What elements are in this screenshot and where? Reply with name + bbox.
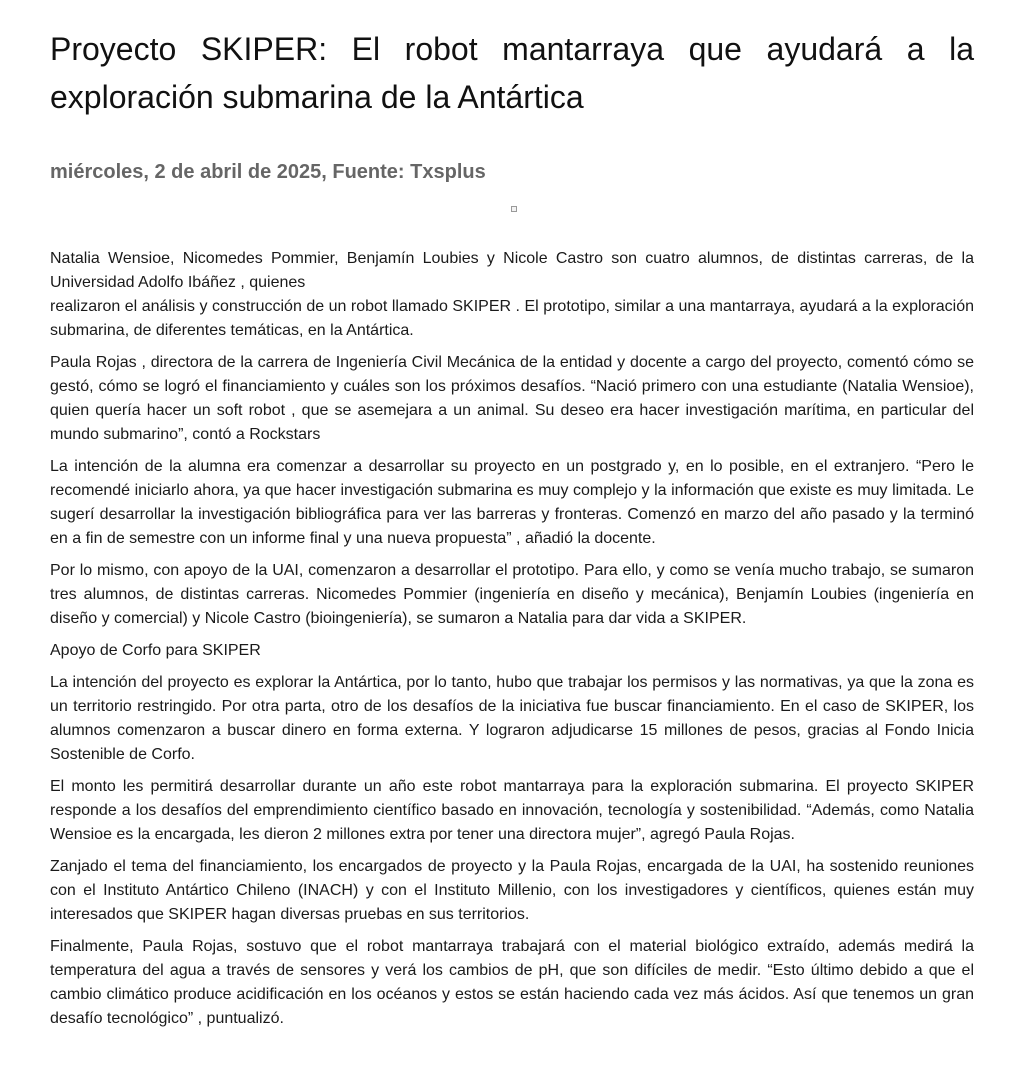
paragraph: La intención de la alumna era comenzar a desarrollar su proyecto en un postgrado y, en lo posible, en el extranjero. “Pero le recomendé iniciarlo ahora, ya que hacer investigación submarina es muy complejo y la información que existe es muy limitada. Le sugerí desarrollar la investigación bibliográfica para ver las barreras y fronteras. Comenzó en marzo del año pasado y la terminó en a fin de semestre con un informe final y una nueva propuesta” , añadió la docente. <box>50 458 974 547</box>
section-heading: Apoyo de Corfo para SKIPER <box>50 642 261 659</box>
article-title: Proyecto SKIPER: El robot mantarraya que ayudará a la exploración submarina de la Antártica <box>50 31 974 115</box>
paragraph: Natalia Wensioe, Nicomedes Pommier, Benjamín Loubies y Nicole Castro son cuatro alumnos, de distintas carreras, de la Universidad Adolfo Ibáñez , quienes <box>50 250 974 291</box>
article-image <box>50 187 974 247</box>
paragraph: Finalmente, Paula Rojas, sostuvo que el robot mantarraya trabajará con el material biológico extraído, además medirá la temperatura del agua a través de sensores y verá los cambios de pH, que son difíciles de medir. “Esto último debido a que el cambio climático produce acidificación en los océanos y estos se están haciendo cada vez más ácidos. Así que tenemos un gran desafío tecnológico” , puntualizó. <box>50 938 974 1027</box>
paragraph: realizaron el análisis y construcción de un robot llamado SKIPER . El prototipo, similar a una mantarraya, ayudará a la exploración submarina, de diferentes temáticas, en la Antártica. <box>50 298 974 339</box>
broken-image-icon <box>511 206 517 212</box>
paragraph: Por lo mismo, con apoyo de la UAI, comenzaron a desarrollar el prototipo. Para ello, y como se venía mucho trabajo, se sumaron tres alumnos, de distintas carreras. Nicomedes Pommier (ingeniería en diseño y mecánica), Benjamín Loubies (ingeniería en diseño y comercial) y Nicole Castro (bioingeniería), se sumaron a Natalia para dar vida a SKIPER. <box>50 562 974 627</box>
paragraph: La intención del proyecto es explorar la Antártica, por lo tanto, hubo que trabajar los permisos y las normativas, ya que la zona es un territorio restringido. Por otra parta, otro de los desafíos de la iniciativa fue buscar financiamiento. En el caso de SKIPER, los alumnos comenzaron a buscar dinero en forma externa. Y lograron adjudicarse 15 millones de pesos, gracias al Fondo Inicia Sostenible de Corfo. <box>50 674 974 763</box>
article-meta: miércoles, 2 de abril de 2025, Fuente: Txsplus <box>50 161 486 183</box>
paragraph: Zanjado el tema del financiamiento, los encargados de proyecto y la Paula Rojas, encargada de la UAI, ha sostenido reuniones con el Instituto Antártico Chileno (INACH) y con el Instituto Millenio, con los investigadores y científicos, quienes están muy interesados que SKIPER hagan diversas pruebas en sus territorios. <box>50 858 974 923</box>
article-body <box>50 247 974 1031</box>
paragraph: El monto les permitirá desarrollar durante un año este robot mantarraya para la exploración submarina. El proyecto SKIPER responde a los desafíos del emprendimiento científico basado en innovación, tecnología y sostenibilidad. “Además, como Natalia Wensioe es la encargada, les dieron 2 millones extra por tener una directora mujer”, agregó Paula Rojas. <box>50 778 974 843</box>
paragraph: Paula Rojas , directora de la carrera de Ingeniería Civil Mecánica de la entidad y docente a cargo del proyecto, comentó cómo se gestó, cómo se logró el financiamiento y cuáles son los próximos desafíos. “Nació primero con una estudiante (Natalia Wensioe), quien quería hacer un soft robot , que se asemejara a un animal. Su deseo era hacer investigación marítima, en particular del mundo submarino”, contó a Rockstars <box>50 354 974 443</box>
